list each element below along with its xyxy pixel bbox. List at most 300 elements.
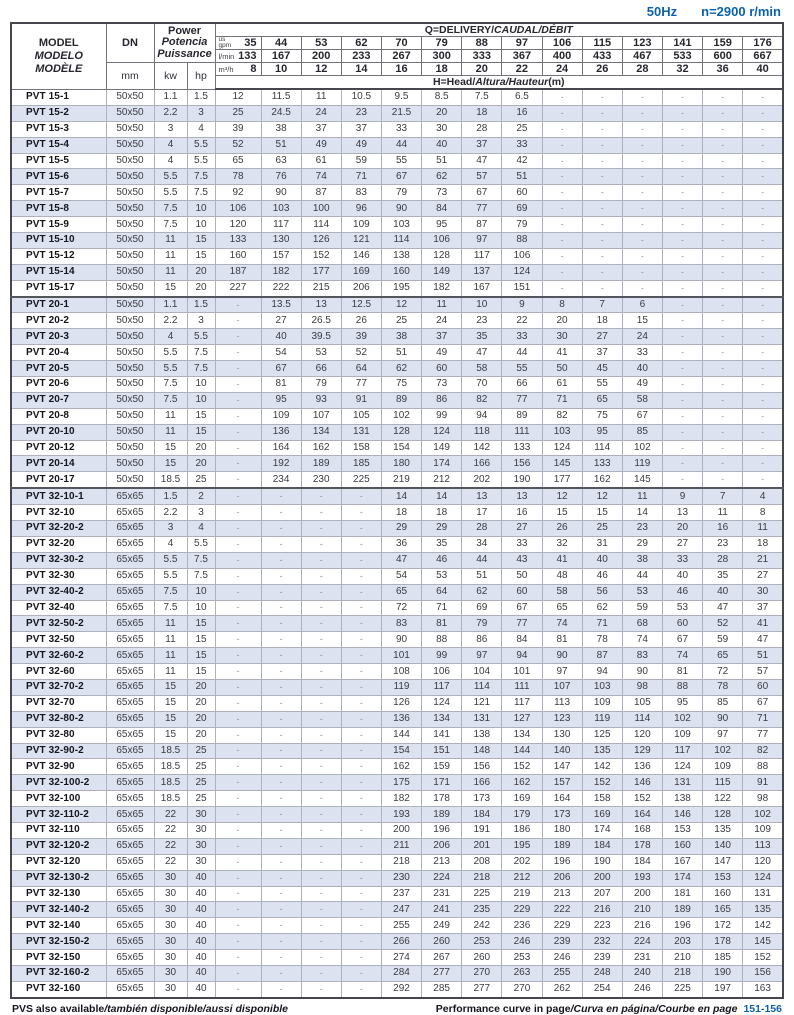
head-value-cell: 67 bbox=[502, 600, 542, 616]
head-value-cell: 246 bbox=[622, 981, 662, 997]
flow-lmin-unit-cell bbox=[215, 50, 261, 63]
head-value-cell: - bbox=[215, 886, 261, 902]
head-value-cell: 117 bbox=[422, 679, 462, 695]
kw-cell: 30 bbox=[154, 918, 187, 934]
hp-cell: 7.5 bbox=[187, 552, 215, 568]
head-value-cell: 103 bbox=[542, 424, 582, 440]
head-value-cell: 30 bbox=[422, 121, 462, 137]
model-cell: PVT 15-17 bbox=[11, 280, 106, 296]
head-value-cell: 120 bbox=[215, 217, 261, 233]
head-value-cell: - bbox=[662, 169, 702, 185]
head-value-cell: - bbox=[341, 807, 381, 823]
head-value-cell: 153 bbox=[662, 822, 702, 838]
head-value-cell: 126 bbox=[301, 233, 341, 249]
head-value-cell: 148 bbox=[462, 743, 502, 759]
dn-cell: 65x65 bbox=[106, 536, 154, 552]
flow-m3h-value: 36 bbox=[703, 63, 743, 76]
head-value-cell: 49 bbox=[301, 137, 341, 153]
flow-gpm-value: 176 bbox=[743, 37, 783, 50]
head-value-cell: 104 bbox=[462, 664, 502, 680]
head-value-cell: 49 bbox=[341, 137, 381, 153]
dn-cell: 50x50 bbox=[106, 424, 154, 440]
head-value-cell: - bbox=[582, 153, 622, 169]
head-value-cell: 67 bbox=[743, 695, 783, 711]
head-value-cell: 230 bbox=[381, 870, 421, 886]
head-value-cell: 167 bbox=[662, 854, 702, 870]
head-value-cell: 39.5 bbox=[301, 329, 341, 345]
head-value-cell: - bbox=[542, 217, 582, 233]
head-value-cell: 35 bbox=[462, 329, 502, 345]
head-value-cell: - bbox=[743, 313, 783, 329]
flow-m3h-value: 8 bbox=[250, 63, 257, 75]
hp-cell: 10 bbox=[187, 377, 215, 393]
head-value-cell: 7 bbox=[703, 488, 743, 504]
model-header-line: MODEL bbox=[38, 36, 79, 49]
table-row bbox=[11, 440, 783, 456]
head-value-cell: - bbox=[261, 965, 301, 981]
flow-gpm-value: 115 bbox=[582, 37, 622, 50]
head-value-cell: 189 bbox=[542, 838, 582, 854]
head-value-cell: 12.5 bbox=[341, 297, 381, 313]
head-value-cell: 82 bbox=[462, 392, 502, 408]
kw-cell: 7.5 bbox=[154, 377, 187, 393]
head-value-cell: 106 bbox=[215, 201, 261, 217]
head-value-cell: 18 bbox=[582, 313, 622, 329]
head-value-cell: - bbox=[622, 264, 662, 280]
head-value-cell: - bbox=[743, 424, 783, 440]
table-row bbox=[11, 965, 783, 981]
head-value-cell: 122 bbox=[703, 791, 743, 807]
table-row bbox=[11, 201, 783, 217]
dn-cell: 65x65 bbox=[106, 552, 154, 568]
head-value-cell: 26 bbox=[341, 313, 381, 329]
head-value-cell: - bbox=[261, 870, 301, 886]
head-value-cell: 33 bbox=[662, 552, 702, 568]
head-value-cell: 33 bbox=[381, 121, 421, 137]
flow-lmin-value: 367 bbox=[502, 50, 542, 63]
head-value-cell: 134 bbox=[422, 711, 462, 727]
flow-gpm-unit-cell bbox=[215, 37, 261, 50]
head-value-cell: 40 bbox=[703, 584, 743, 600]
head-value-cell: 62 bbox=[381, 361, 421, 377]
table-row bbox=[11, 313, 783, 329]
kw-cell: 3 bbox=[154, 521, 187, 537]
head-value-cell: 119 bbox=[381, 679, 421, 695]
head-value-cell: 156 bbox=[502, 456, 542, 472]
kw-cell: 7.5 bbox=[154, 201, 187, 217]
head-value-cell: 277 bbox=[462, 981, 502, 997]
head-value-cell: 59 bbox=[703, 632, 743, 648]
head-value-cell: 82 bbox=[743, 743, 783, 759]
head-value-cell: 123 bbox=[542, 711, 582, 727]
head-value-cell: 23 bbox=[622, 521, 662, 537]
kw-cell: 18.5 bbox=[154, 775, 187, 791]
head-value-cell: - bbox=[215, 361, 261, 377]
table-row bbox=[11, 377, 783, 393]
head-value-cell: 239 bbox=[542, 934, 582, 950]
head-value-cell: - bbox=[542, 264, 582, 280]
head-value-cell: 152 bbox=[582, 775, 622, 791]
head-value-cell: 30 bbox=[542, 329, 582, 345]
head-value-cell: 13 bbox=[301, 297, 341, 313]
dn-cell: 65x65 bbox=[106, 870, 154, 886]
head-value-cell: 114 bbox=[381, 233, 421, 249]
head-value-cell: - bbox=[215, 488, 261, 504]
head-value-cell: - bbox=[341, 759, 381, 775]
kw-cell: 15 bbox=[154, 440, 187, 456]
flow-m3h-value: 18 bbox=[422, 63, 462, 76]
head-value-cell: 100 bbox=[301, 201, 341, 217]
head-value-cell: 218 bbox=[462, 870, 502, 886]
table-row bbox=[11, 89, 783, 105]
power-column-header bbox=[154, 23, 215, 63]
head-value-cell: 40 bbox=[582, 552, 622, 568]
head-value-cell: 11 bbox=[301, 89, 341, 105]
head-value-cell: 65 bbox=[542, 600, 582, 616]
hp-cell: 10 bbox=[187, 217, 215, 233]
head-value-cell: 45 bbox=[582, 361, 622, 377]
flow-m3h-value: 28 bbox=[622, 63, 662, 76]
hp-cell: 25 bbox=[187, 791, 215, 807]
dn-cell: 50x50 bbox=[106, 472, 154, 488]
head-value-cell: 118 bbox=[462, 424, 502, 440]
head-value-cell: 136 bbox=[381, 711, 421, 727]
q-delivery-header: Q=DELIVERY/CAUDAL/DÉBIT bbox=[215, 23, 783, 37]
dn-cell: 50x50 bbox=[106, 280, 154, 296]
head-value-cell: 13 bbox=[462, 488, 502, 504]
head-value-cell: 52 bbox=[215, 137, 261, 153]
head-value-cell: - bbox=[662, 408, 702, 424]
head-value-cell: - bbox=[341, 775, 381, 791]
head-value-cell: - bbox=[341, 743, 381, 759]
head-value-cell: 166 bbox=[462, 456, 502, 472]
head-value-cell: - bbox=[743, 472, 783, 488]
head-value-cell: 70 bbox=[462, 377, 502, 393]
head-value-cell: - bbox=[703, 121, 743, 137]
head-value-cell: 114 bbox=[582, 440, 622, 456]
head-value-cell: - bbox=[215, 297, 261, 313]
table-row bbox=[11, 536, 783, 552]
head-value-cell: 62 bbox=[422, 169, 462, 185]
head-value-cell: 23 bbox=[462, 313, 502, 329]
head-value-cell: - bbox=[542, 137, 582, 153]
head-value-cell: 86 bbox=[462, 632, 502, 648]
head-value-cell: 255 bbox=[381, 918, 421, 934]
head-value-cell: 229 bbox=[542, 918, 582, 934]
model-column-header bbox=[11, 23, 106, 89]
head-value-cell: 62 bbox=[462, 584, 502, 600]
kw-cell: 11 bbox=[154, 664, 187, 680]
head-value-cell: - bbox=[703, 408, 743, 424]
dn-cell: 50x50 bbox=[106, 217, 154, 233]
head-value-cell: 213 bbox=[542, 886, 582, 902]
head-value-cell: 135 bbox=[703, 822, 743, 838]
head-value-cell: 92 bbox=[215, 185, 261, 201]
head-value-cell: 77 bbox=[502, 616, 542, 632]
head-value-cell: 229 bbox=[502, 902, 542, 918]
model-cell: PVT 15-9 bbox=[11, 217, 106, 233]
head-value-cell: - bbox=[301, 568, 341, 584]
head-value-cell: 177 bbox=[301, 264, 341, 280]
hp-cell: 7.5 bbox=[187, 361, 215, 377]
head-value-cell: 135 bbox=[582, 743, 622, 759]
head-value-cell: 152 bbox=[502, 759, 542, 775]
head-value-cell: 12 bbox=[381, 297, 421, 313]
head-value-cell: 124 bbox=[422, 695, 462, 711]
head-value-cell: - bbox=[743, 137, 783, 153]
head-value-cell: 140 bbox=[703, 838, 743, 854]
dn-cell: 65x65 bbox=[106, 505, 154, 521]
head-value-cell: 236 bbox=[502, 918, 542, 934]
head-value-cell: 186 bbox=[502, 822, 542, 838]
head-value-cell: 247 bbox=[381, 902, 421, 918]
model-cell: PVT 32-70-2 bbox=[11, 679, 106, 695]
head-value-cell: 151 bbox=[422, 743, 462, 759]
head-value-cell: 32 bbox=[542, 536, 582, 552]
head-value-cell: 274 bbox=[381, 950, 421, 966]
head-value-cell: 25 bbox=[381, 313, 421, 329]
head-value-cell: - bbox=[341, 711, 381, 727]
head-value-cell: 115 bbox=[703, 775, 743, 791]
head-value-cell: 98 bbox=[743, 791, 783, 807]
flow-lmin-value: 433 bbox=[582, 50, 622, 63]
head-value-cell: 8 bbox=[743, 505, 783, 521]
flow-lmin-value: 167 bbox=[261, 50, 301, 63]
head-value-cell: 51 bbox=[502, 169, 542, 185]
head-value-cell: 114 bbox=[301, 217, 341, 233]
hp-cell: 25 bbox=[187, 775, 215, 791]
head-value-cell: 246 bbox=[542, 950, 582, 966]
hp-cell: 15 bbox=[187, 408, 215, 424]
head-value-cell: 52 bbox=[703, 616, 743, 632]
head-value-cell: - bbox=[301, 711, 341, 727]
footer-availability-note: PVS also available/también disponible/aussi disponible bbox=[12, 1003, 288, 1015]
head-value-cell: 235 bbox=[462, 902, 502, 918]
head-value-cell: - bbox=[341, 568, 381, 584]
table-row bbox=[11, 759, 783, 775]
flow-lmin-value: 667 bbox=[743, 50, 783, 63]
head-value-cell: 50 bbox=[502, 568, 542, 584]
model-cell: PVT 20-5 bbox=[11, 361, 106, 377]
head-value-cell: 99 bbox=[422, 408, 462, 424]
head-value-cell: 179 bbox=[502, 807, 542, 823]
head-value-cell: 201 bbox=[462, 838, 502, 854]
dn-cell: 50x50 bbox=[106, 345, 154, 361]
h-head-header: H=Head/Altura/Hauteur(m) bbox=[215, 76, 783, 90]
head-value-cell: - bbox=[215, 632, 261, 648]
head-value-cell: 51 bbox=[422, 153, 462, 169]
head-value-cell: - bbox=[703, 377, 743, 393]
head-value-cell: 65 bbox=[381, 584, 421, 600]
table-row bbox=[11, 185, 783, 201]
model-cell: PVT 32-40 bbox=[11, 600, 106, 616]
table-row bbox=[11, 934, 783, 950]
head-value-cell: 74 bbox=[542, 616, 582, 632]
hp-cell: 20 bbox=[187, 264, 215, 280]
head-value-cell: 47 bbox=[381, 552, 421, 568]
head-value-cell: 102 bbox=[662, 711, 702, 727]
dn-cell: 65x65 bbox=[106, 950, 154, 966]
head-value-cell: 222 bbox=[261, 280, 301, 296]
head-value-cell: - bbox=[582, 137, 622, 153]
head-value-cell: - bbox=[662, 233, 702, 249]
head-value-cell: 24.5 bbox=[261, 105, 301, 121]
head-value-cell: 166 bbox=[462, 775, 502, 791]
head-value-cell: 75 bbox=[582, 408, 622, 424]
head-value-cell: - bbox=[703, 424, 743, 440]
table-row bbox=[11, 297, 783, 313]
head-value-cell: - bbox=[582, 169, 622, 185]
table-row bbox=[11, 280, 783, 296]
head-value-cell: 147 bbox=[542, 759, 582, 775]
head-value-cell: 277 bbox=[422, 965, 462, 981]
head-value-cell: 190 bbox=[502, 472, 542, 488]
head-value-cell: 202 bbox=[502, 854, 542, 870]
head-value-cell: 230 bbox=[301, 472, 341, 488]
hp-cell: 25 bbox=[187, 472, 215, 488]
table-row bbox=[11, 137, 783, 153]
head-value-cell: 28 bbox=[462, 121, 502, 137]
head-value-cell: - bbox=[261, 600, 301, 616]
head-value-cell: 74 bbox=[301, 169, 341, 185]
head-value-cell: 160 bbox=[662, 838, 702, 854]
model-cell: PVT 20-6 bbox=[11, 377, 106, 393]
head-value-cell: 121 bbox=[462, 695, 502, 711]
head-value-cell: - bbox=[582, 105, 622, 121]
head-value-cell: 29 bbox=[422, 521, 462, 537]
model-header-line: MODELO bbox=[34, 49, 83, 62]
kw-cell: 15 bbox=[154, 695, 187, 711]
head-value-cell: 88 bbox=[743, 759, 783, 775]
head-value-cell: 28 bbox=[703, 552, 743, 568]
table-row bbox=[11, 105, 783, 121]
head-value-cell: 8 bbox=[542, 297, 582, 313]
head-value-cell: - bbox=[215, 552, 261, 568]
hp-cell: 5.5 bbox=[187, 536, 215, 552]
head-value-cell: - bbox=[341, 950, 381, 966]
flow-gpm-value: 70 bbox=[381, 37, 421, 50]
head-value-cell: 41 bbox=[542, 345, 582, 361]
head-value-cell: - bbox=[261, 838, 301, 854]
head-value-cell: 61 bbox=[542, 377, 582, 393]
flow-lmin-value: 333 bbox=[462, 50, 502, 63]
head-value-cell: - bbox=[542, 233, 582, 249]
hp-cell: 15 bbox=[187, 424, 215, 440]
flow-gpm-value: 159 bbox=[703, 37, 743, 50]
table-row bbox=[11, 408, 783, 424]
head-value-cell: - bbox=[261, 743, 301, 759]
flow-m3h-value: 32 bbox=[662, 63, 702, 76]
head-value-cell: 95 bbox=[582, 424, 622, 440]
head-value-cell: 207 bbox=[582, 886, 622, 902]
head-value-cell: - bbox=[662, 392, 702, 408]
head-value-cell: 12 bbox=[215, 89, 261, 105]
head-value-cell: 10 bbox=[462, 297, 502, 313]
head-value-cell: 181 bbox=[662, 886, 702, 902]
head-value-cell: 145 bbox=[542, 456, 582, 472]
kw-cell: 11 bbox=[154, 424, 187, 440]
head-value-cell: - bbox=[215, 934, 261, 950]
kw-cell: 11 bbox=[154, 648, 187, 664]
head-value-cell: 124 bbox=[743, 870, 783, 886]
head-value-cell: 39 bbox=[215, 121, 261, 137]
head-value-cell: 78 bbox=[215, 169, 261, 185]
head-value-cell: 51 bbox=[381, 345, 421, 361]
head-value-cell: 162 bbox=[502, 775, 542, 791]
dn-cell: 50x50 bbox=[106, 105, 154, 121]
head-value-cell: - bbox=[301, 807, 341, 823]
head-value-cell: - bbox=[341, 632, 381, 648]
head-value-cell: 12 bbox=[542, 488, 582, 504]
head-value-cell: 72 bbox=[703, 664, 743, 680]
head-value-cell: 59 bbox=[622, 600, 662, 616]
model-cell: PVT 32-80 bbox=[11, 727, 106, 743]
head-value-cell: 239 bbox=[582, 950, 622, 966]
head-value-cell: 15 bbox=[622, 313, 662, 329]
head-value-cell: 266 bbox=[381, 934, 421, 950]
head-value-cell: 24 bbox=[622, 329, 662, 345]
head-value-cell: - bbox=[215, 329, 261, 345]
head-value-cell: 7.5 bbox=[462, 89, 502, 105]
head-value-cell: 81 bbox=[542, 632, 582, 648]
kw-cell: 11 bbox=[154, 233, 187, 249]
hp-cell: 4 bbox=[187, 121, 215, 137]
head-value-cell: 189 bbox=[422, 807, 462, 823]
flow-lmin-value: 600 bbox=[703, 50, 743, 63]
dn-cell: 50x50 bbox=[106, 440, 154, 456]
head-value-cell: 203 bbox=[662, 934, 702, 950]
head-value-cell: 97 bbox=[462, 648, 502, 664]
head-value-cell: 37 bbox=[743, 600, 783, 616]
head-value-cell: - bbox=[341, 584, 381, 600]
table-row bbox=[11, 775, 783, 791]
head-value-cell: 262 bbox=[542, 981, 582, 997]
hp-cell: 2 bbox=[187, 488, 215, 504]
kw-cell: 11 bbox=[154, 248, 187, 264]
head-value-cell: 16 bbox=[502, 505, 542, 521]
head-value-cell: 200 bbox=[622, 886, 662, 902]
head-value-cell: 81 bbox=[261, 377, 301, 393]
head-value-cell: 69 bbox=[462, 600, 502, 616]
table-row bbox=[11, 870, 783, 886]
head-value-cell: - bbox=[542, 105, 582, 121]
head-value-cell: 20 bbox=[662, 521, 702, 537]
head-value-cell: 14 bbox=[381, 488, 421, 504]
head-value-cell: 163 bbox=[743, 981, 783, 997]
table-row bbox=[11, 600, 783, 616]
head-value-cell: 106 bbox=[422, 664, 462, 680]
head-value-cell: - bbox=[662, 329, 702, 345]
head-value-cell: 64 bbox=[341, 361, 381, 377]
head-value-cell: 215 bbox=[301, 280, 341, 296]
hp-cell: 40 bbox=[187, 886, 215, 902]
power-header-line: Puissance bbox=[157, 47, 212, 60]
head-value-cell: - bbox=[261, 679, 301, 695]
dn-cell: 65x65 bbox=[106, 838, 154, 854]
head-value-cell: 162 bbox=[381, 759, 421, 775]
head-value-cell: 83 bbox=[341, 185, 381, 201]
dn-cell: 65x65 bbox=[106, 791, 154, 807]
footer-performance-curve-note: Performance curve in page/Curva en página/Courbe en page 151-156 bbox=[435, 1003, 782, 1015]
head-value-cell: 73 bbox=[422, 185, 462, 201]
head-value-cell: 124 bbox=[502, 264, 542, 280]
table-row bbox=[11, 664, 783, 680]
head-value-cell: 189 bbox=[301, 456, 341, 472]
flow-gpm-value: 44 bbox=[261, 37, 301, 50]
head-value-cell: 111 bbox=[502, 679, 542, 695]
head-value-cell: - bbox=[261, 552, 301, 568]
hp-cell: 4 bbox=[187, 521, 215, 537]
